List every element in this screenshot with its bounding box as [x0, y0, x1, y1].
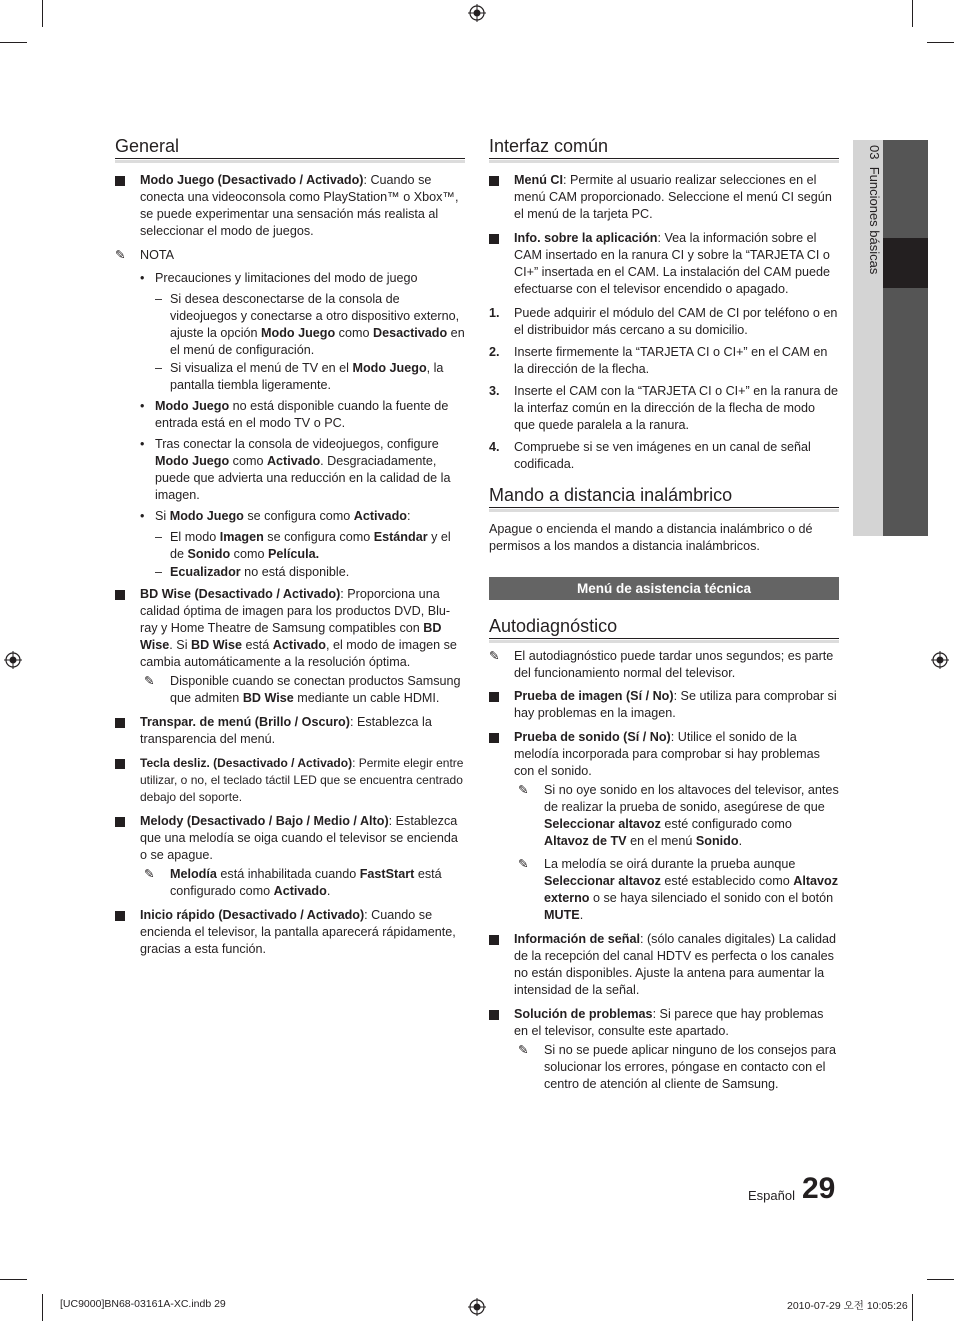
crop-mark	[912, 1294, 913, 1321]
list-item: Inicio rápido (Desactivado / Activado): Cuando se encienda el televisor, la pantalla aparecerá rápidamente, gracias a esta función.	[115, 907, 465, 958]
right-column	[489, 138, 839, 1100]
list-item: Solución de problemas: Si parece que hay problemas en el televisor, consulte este apartado. ✎ Si no se puede aplicar ninguno de los consejos para solucionar los errores, póngase en contacto con el centro de atención al cliente de Samsung.	[489, 1006, 839, 1093]
list-item: Prueba de imagen (Sí / No): Se utiliza para comprobar si hay problemas en la imagen.	[489, 688, 839, 722]
section-title-general: General	[115, 138, 465, 159]
crop-mark	[927, 42, 954, 43]
list-item: Tecla desliz. (Desactivado / Activado): Permite elegir entre utilizar, o no, el teclado táctil LED que se encuentra centrado debajo del soporte.	[115, 755, 465, 806]
note: ✎ El autodiagnóstico puede tardar unos segundos; es parte del funcionamiento normal del televisor.	[489, 649, 834, 680]
numbered-step: 3. Inserte el CAM con la “TARJETA CI o CI+” en la ranura de la interfaz común en la dirección de la flecha de modo que quede paralela a la ranura.	[489, 384, 838, 432]
crop-mark	[912, 0, 913, 27]
list-item: • Si Modo Juego se configura como Activado:	[140, 509, 411, 523]
pencil-icon: ✎	[489, 649, 500, 663]
list-item: – Si desea desconectarse de la consola de videojuegos y conectarse a otro dispositivo externo, ajuste la opción Modo Juego como Desactivado en el menú de configuración.	[155, 292, 465, 357]
pencil-icon: ✎	[144, 674, 155, 688]
square-bullet-icon	[489, 176, 499, 186]
crop-mark	[927, 1279, 954, 1280]
side-tab-label: 03 Funciones básicas	[867, 145, 882, 275]
square-bullet-icon	[489, 1010, 499, 1020]
language-label: Español	[748, 1188, 795, 1203]
list-item: Menú CI: Permite al usuario realizar selecciones en el menú CAM proporcionado. Seleccione el menú CI según el menú de la tarjeta PC.	[489, 172, 839, 223]
note: ✎ La melodía se oirá durante la prueba aunque Seleccionar altavoz esté establecido como Altavoz externo o se haya silenciado el sonido con el botón MUTE.	[518, 857, 839, 922]
side-tab-marker	[883, 238, 928, 288]
crop-mark	[0, 42, 27, 43]
list-item: – Ecualizador no está disponible.	[155, 565, 350, 579]
numbered-step: 1. Puede adquirir el módulo del CAM de CI por teléfono o en el distribuidor más cercano a su domicilio.	[489, 306, 838, 337]
pencil-icon: ✎	[518, 1043, 529, 1057]
square-bullet-icon	[489, 935, 499, 945]
square-bullet-icon	[115, 590, 125, 600]
list-item: Info. sobre la aplicación: Vea la información sobre el CAM insertado en la ranura CI y sobre la “TARJETA CI o CI+” insertada en el CAM. La instalación del CAM puede efectuarse con el televisor encendido o apagado.	[489, 230, 839, 298]
square-bullet-icon	[489, 234, 499, 244]
list-item: – Si visualiza el menú de TV en el Modo Juego, la pantalla tiembla ligeramente.	[155, 361, 444, 392]
crop-mark	[42, 1294, 43, 1321]
list-item: Modo Juego (Desactivado / Activado): Cuando se conecta una videoconsola como PlayStation™ o Xbox™, se puede experimentar una sensación más realista al seleccionar el modo de juegos.	[115, 172, 465, 240]
note: ✎ Si no oye sonido en los altavoces del televisor, antes de realizar la prueba de sonido, asegúrese de que Seleccionar altavoz esté configurado como Altavoz de TV en el menú Sonido.	[518, 783, 839, 848]
square-bullet-icon	[115, 817, 125, 827]
list-item: – El modo Imagen se configura como Estándar y el de Sonido como Película.	[155, 530, 451, 561]
side-tab-dark	[883, 140, 928, 536]
section-title-mando: Mando a distancia inalámbrico	[489, 487, 839, 508]
list-item: • Tras conectar la consola de videojuegos, configure Modo Juego como Activado. Desgraciadamente, puede que advierta una reducción en la calidad de la imagen.	[140, 437, 451, 502]
section-band: Menú de asistencia técnica	[489, 577, 839, 600]
crop-mark	[42, 0, 43, 27]
list-item: • Modo Juego no está disponible cuando la fuente de entrada está en el modo TV o PC.	[140, 399, 449, 430]
numbered-step: 2. Inserte firmemente la “TARJETA CI o CI+” en el CAM en la dirección de la flecha.	[489, 345, 828, 376]
numbered-step: 4. Compruebe si se ven imágenes en un canal de señal codificada.	[489, 440, 811, 471]
registration-mark-icon	[468, 4, 486, 22]
section-title-interfaz-comun: Interfaz común	[489, 138, 839, 159]
note: ✎ Disponible cuando se conectan productos Samsung que admiten BD Wise mediante un cable HDMI.	[144, 674, 461, 705]
list-item: BD Wise (Desactivado / Activado): Proporciona una calidad óptima de imagen para los productos DVD, Blu-ray y Home Theatre de Samsung compatibles con BD Wise. Si BD Wise está Activado, el modo de imagen se cambia automáticamente a la resolución óptima. ✎ Disponible cuando se conectan productos Samsung que admiten BD Wise mediante un cable HDMI.	[115, 586, 465, 707]
square-bullet-icon	[489, 692, 499, 702]
pencil-icon: ✎	[518, 783, 529, 797]
list-item: Prueba de sonido (Sí / No): Utilice el sonido de la melodía incorporada para comprobar si hay problemas con el sonido. ✎ Si no oye sonido en los altavoces del televisor, antes de realizar la prueba de sonido, asegúrese de que Seleccionar altavoz esté configurado como Altavoz de TV en el menú Sonido. ✎ La melodía se oirá durante la prueba aunque Seleccionar altavoz esté establecido como Altavoz externo o se haya silenciado el sonido con el botón MUTE.	[489, 729, 839, 924]
print-date: 2010-07-29 오전 10:05:26	[787, 1300, 908, 1312]
registration-mark-icon	[931, 651, 949, 669]
square-bullet-icon	[115, 176, 125, 186]
crop-mark	[0, 1279, 27, 1280]
list-item: Transpar. de menú (Brillo / Oscuro): Establezca la transparencia del menú.	[115, 714, 465, 748]
section-title-autodiagnostico: Autodiagnóstico	[489, 618, 839, 639]
left-column	[115, 138, 465, 965]
page-number: 29	[802, 1172, 836, 1205]
square-bullet-icon	[489, 733, 499, 743]
file-info: [UC9000]BN68-03161A-XC.indb 29	[60, 1298, 226, 1310]
note: ✎ NOTA	[115, 248, 175, 262]
note: ✎ Si no se puede aplicar ninguno de los consejos para solucionar los errores, póngase en contacto con el centro de atención al cliente de Samsung.	[518, 1043, 836, 1091]
list-item: • Precauciones y limitaciones del modo de juego	[140, 271, 418, 285]
square-bullet-icon	[115, 718, 125, 728]
square-bullet-icon	[115, 759, 125, 769]
registration-mark-icon	[468, 1298, 486, 1316]
pencil-icon: ✎	[144, 867, 155, 881]
mando-description: Apague o encienda el mando a distancia inalámbrico o dé permisos a los mandos a distancia inalámbricos.	[489, 522, 813, 553]
pencil-icon: ✎	[115, 248, 126, 262]
pencil-icon: ✎	[518, 857, 529, 871]
list-item: Melody (Desactivado / Bajo / Medio / Alto): Establezca que una melodía se oiga cuando el televisor se encienda o se apague. ✎ Melodía está inhabilitada cuando FastStart está configurado como Activado.	[115, 813, 465, 900]
note: ✎ Melodía está inhabilitada cuando FastStart está configurado como Activado.	[144, 867, 442, 898]
registration-mark-icon	[4, 651, 22, 669]
square-bullet-icon	[115, 911, 125, 921]
list-item: Información de señal: (sólo canales digitales) La calidad de la recepción del canal HDTV es perfecta o los canales no están disponibles. Ajuste la antena para aumentar la intensidad de la señal.	[489, 931, 839, 999]
